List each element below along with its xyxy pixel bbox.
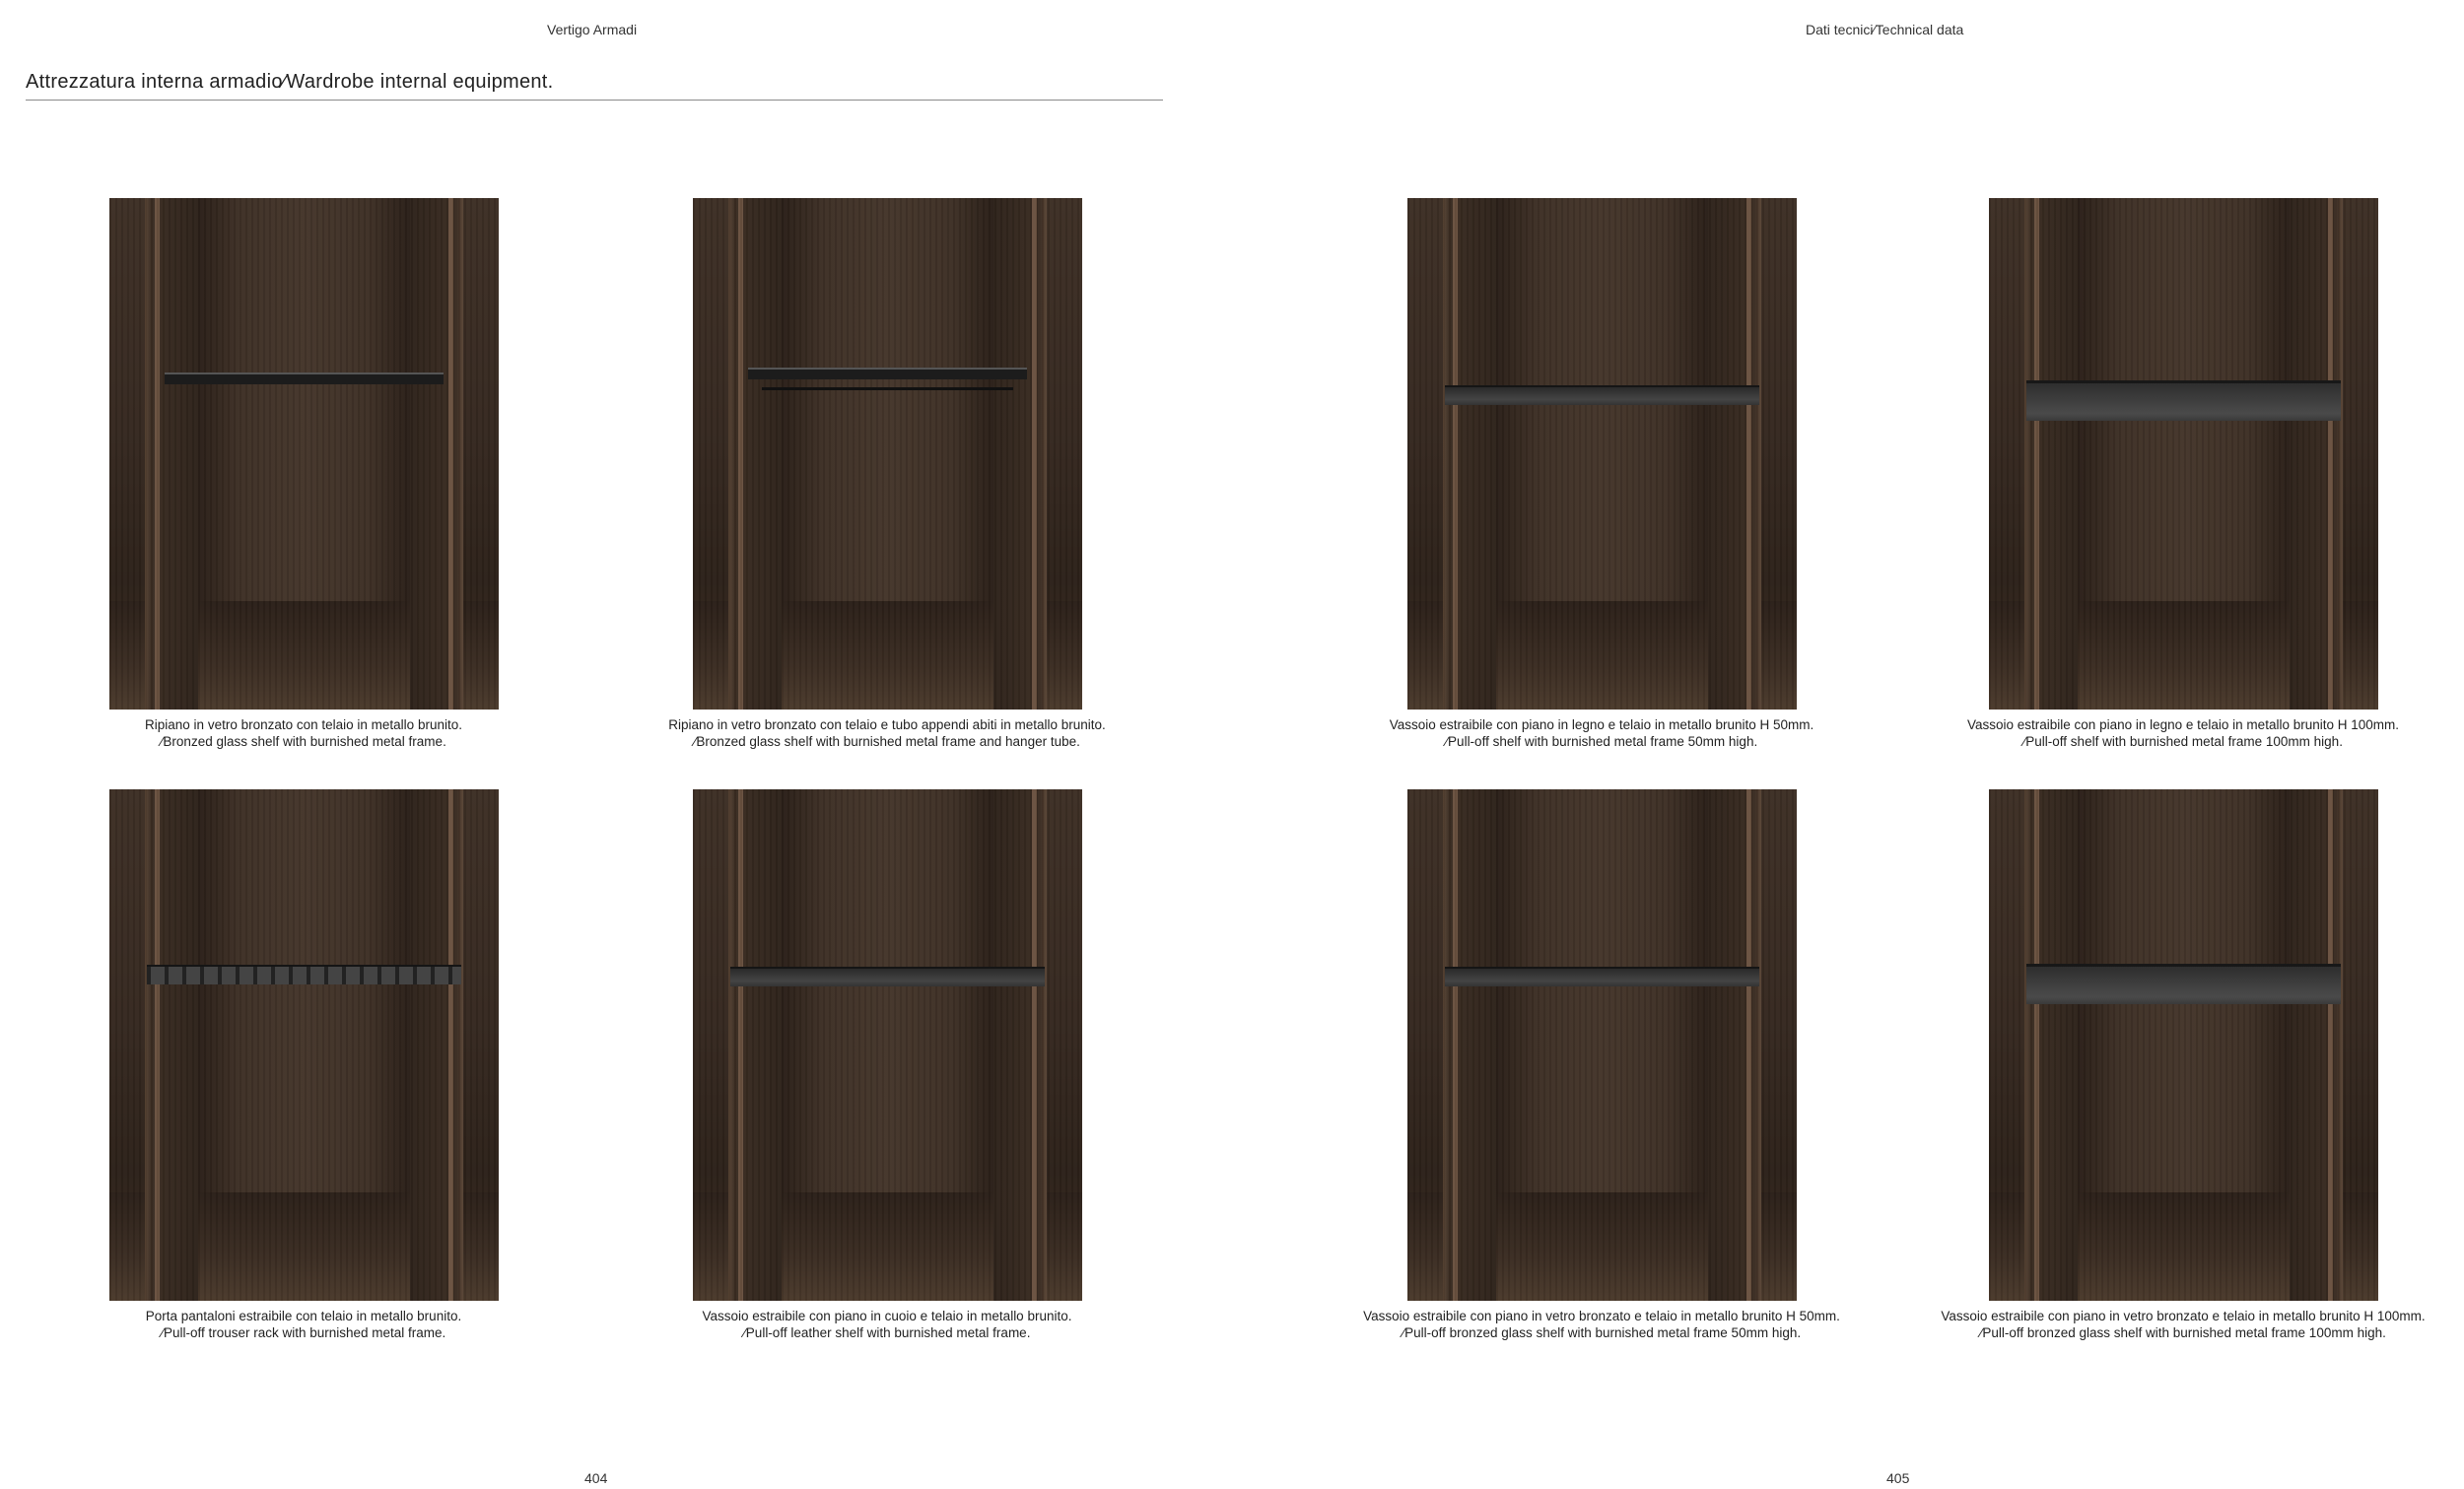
cabinet-image [693,789,1082,1301]
item-caption [591,1308,1183,1341]
caption-english: ∕Bronzed glass shelf with burnished metal frame and hanger tube. [694,734,1080,749]
item-caption [1306,1308,1897,1341]
cabinet-image [1989,198,2378,710]
glass-shelf [165,372,444,384]
item-caption [1887,716,2464,750]
cabinet-image [109,789,499,1301]
caption-english: ∕Bronzed glass shelf with burnished metal frame. [161,734,446,749]
caption-italian: Vassoio estraibile con piano in legno e telaio in metallo brunito H 50mm. [1389,717,1814,732]
item-caption [8,716,599,750]
deep-glass-pull-off-tray [2026,964,2341,1004]
cabinet-image [1407,198,1797,710]
title-rule [26,100,1163,101]
trouser-rack [147,965,461,984]
deep-pull-off-tray [2026,380,2341,421]
caption-english: ∕Pull-off bronzed glass shelf with burnished metal frame 100mm high. [1980,1325,2386,1340]
page-title: Attrezzatura interna armadio∕Wardrobe internal equipment. [26,71,554,93]
item-caption [8,1308,599,1341]
page-number-left: 404 [584,1470,608,1486]
item-caption [1306,716,1897,750]
caption-italian: Vassoio estraibile con piano in vetro bronzato e telaio in metallo brunito H 100mm. [1941,1309,2426,1323]
caption-english: ∕Pull-off shelf with burnished metal frame 100mm high. [2023,734,2343,749]
item-caption [1887,1308,2464,1341]
caption-english: ∕Pull-off bronzed glass shelf with burnished metal frame 50mm high. [1402,1325,1802,1340]
caption-italian: Porta pantaloni estraibile con telaio in metallo brunito. [145,1309,462,1323]
caption-italian: Vassoio estraibile con piano in vetro bronzato e telaio in metallo brunito H 50mm. [1363,1309,1840,1323]
running-head-right: Dati tecnici∕Technical data [1806,22,1964,37]
running-head-left: Vertigo Armadi [547,22,638,37]
leather-tray [730,967,1045,986]
glass-shelf [748,368,1027,379]
caption-english: ∕Pull-off shelf with burnished metal frame 50mm high. [1445,734,1758,749]
cabinet-image [1407,789,1797,1301]
cabinet-image [1989,789,2378,1301]
hanger-tube [762,387,1013,390]
caption-english: ∕Pull-off trouser rack with burnished metal frame. [161,1325,446,1340]
caption-english: ∕Pull-off leather shelf with burnished metal frame. [743,1325,1031,1340]
item-caption [591,716,1183,750]
caption-italian: Vassoio estraibile con piano in legno e telaio in metallo brunito H 100mm. [1967,717,2399,732]
page-number-right: 405 [1886,1470,1910,1486]
pull-off-tray [1445,385,1759,405]
cabinet-image [693,198,1082,710]
caption-italian: Ripiano in vetro bronzato con telaio in metallo brunito. [145,717,462,732]
caption-italian: Vassoio estraibile con piano in cuoio e telaio in metallo brunito. [702,1309,1072,1323]
glass-pull-off-tray [1445,967,1759,986]
caption-italian: Ripiano in vetro bronzato con telaio e tubo appendi abiti in metallo brunito. [668,717,1106,732]
cabinet-image [109,198,499,710]
